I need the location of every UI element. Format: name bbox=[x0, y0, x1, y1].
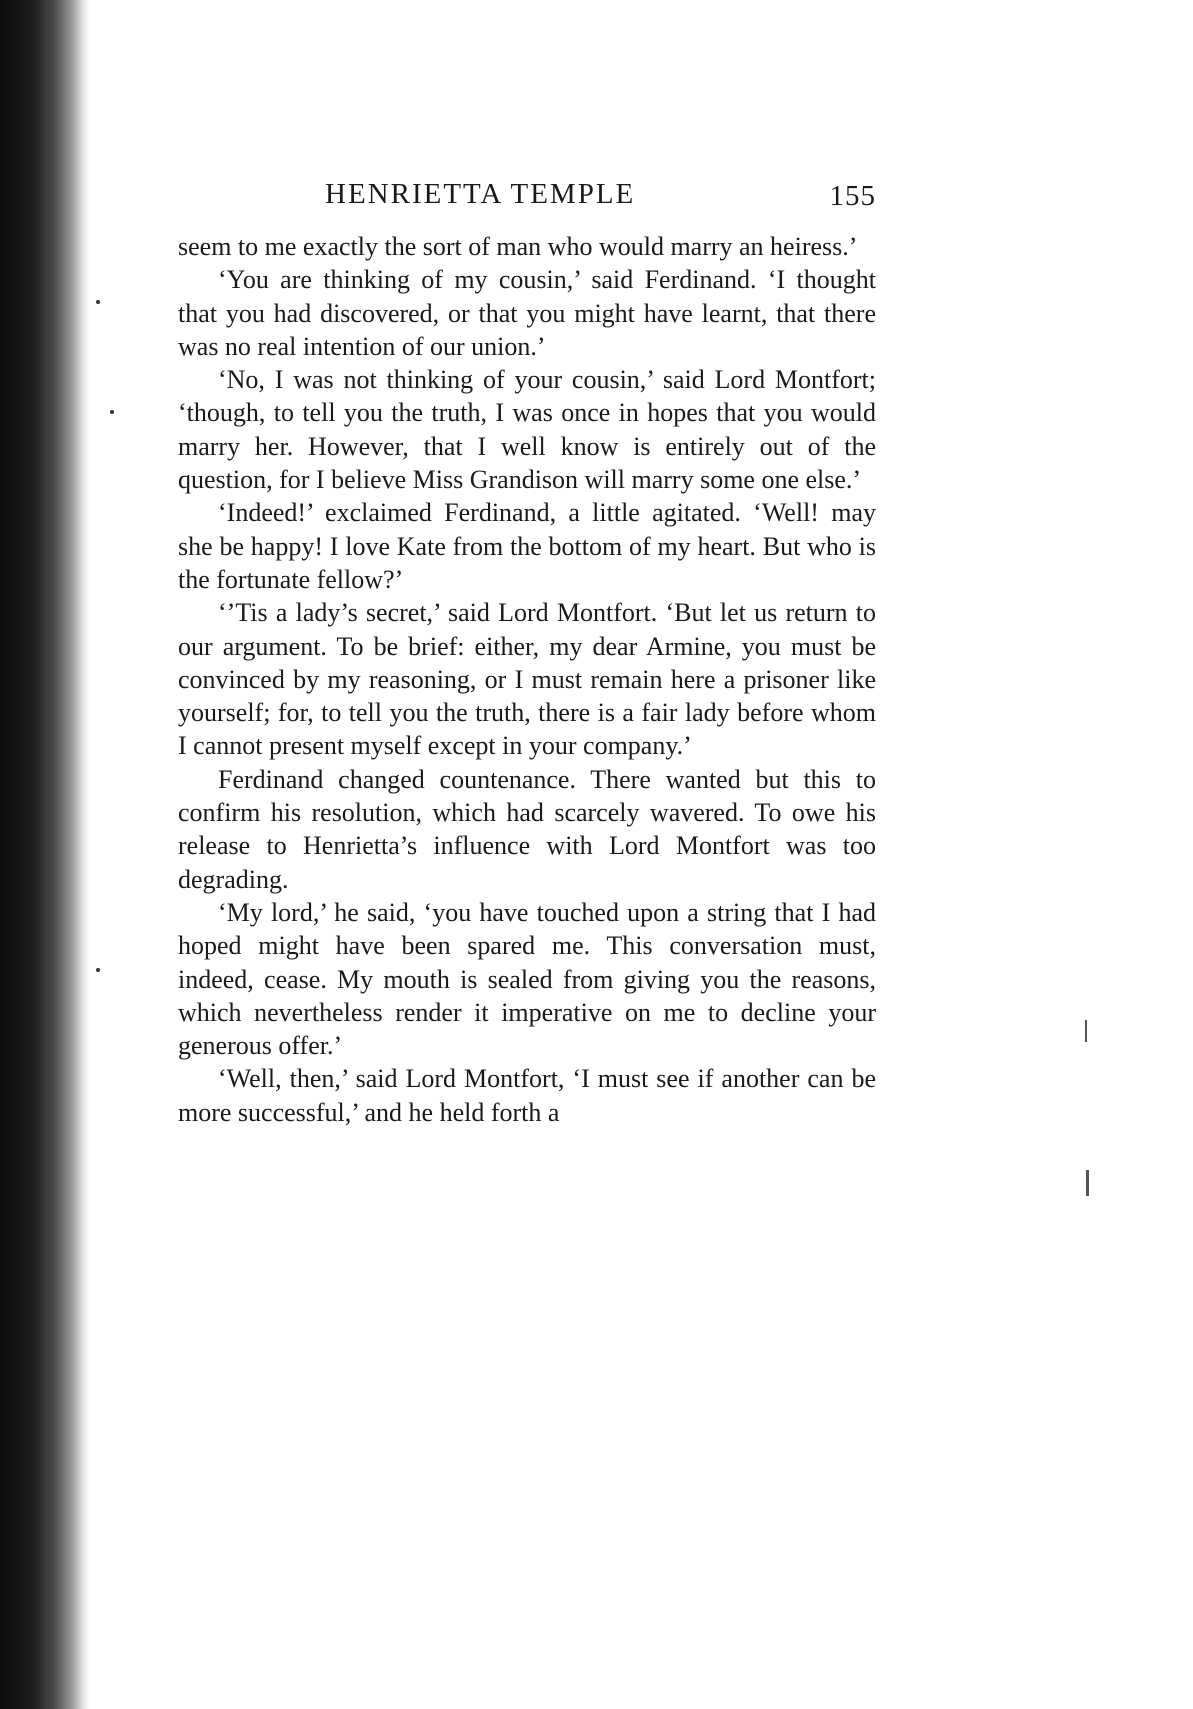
paragraph: ‘’Tis a lady’s secret,’ said Lord Montfort. ‘But let us return to our argument. To be brief: either, my dear Armine, you must be convinced by my reasoning, or I must remain here a prisoner like yourself; for, to tell you the truth, there is a fair lady before whom I cannot present myself except in your company.’ bbox=[178, 598, 876, 761]
running-header bbox=[178, 178, 876, 228]
paragraph: ‘Well, then,’ said Lord Montfort, ‘I must see if another can be more successful,’ and he held forth a bbox=[178, 1064, 876, 1127]
paragraph: ‘My lord,’ he said, ‘you have touched upon a string that I had hoped might have been spared me. This conversation must, indeed, cease. My mouth is sealed from giving you the reasons, which nevertheless render it imperative on me to decline your generous offer.’ bbox=[178, 897, 876, 1061]
paragraph: seem to me exactly the sort of man who would marry an heiress.’ bbox=[178, 232, 858, 261]
paragraph: Ferdinand changed countenance. There wanted but this to confirm his resolution, which had scarcely wavered. To owe his release to Henrietta’s influence with Lord Montfort was too degrading. bbox=[178, 764, 876, 894]
scan-speck bbox=[110, 410, 114, 414]
body-text bbox=[178, 230, 876, 1129]
scan-speck bbox=[96, 300, 100, 304]
scan-mark bbox=[1085, 1020, 1087, 1042]
scan-mark bbox=[1086, 1170, 1089, 1196]
scanned-gutter bbox=[0, 0, 90, 1709]
paragraph: ‘Indeed!’ exclaimed Ferdinand, a little agitated. ‘Well! may she be happy! I love Kate from the bottom of my heart. But who is the fortunate fellow?’ bbox=[178, 498, 876, 594]
page-number: 155 bbox=[829, 180, 876, 212]
book-page bbox=[178, 178, 876, 1129]
paragraph: ‘No, I was not thinking of your cousin,’ said Lord Montfort; ‘though, to tell you the truth, I was once in hopes that you would marry her. However, that I well know is entirely out of the question, for I believe Miss Grandison will marry some one else.’ bbox=[178, 365, 876, 495]
scan-speck bbox=[96, 968, 100, 972]
running-title: HENRIETTA TEMPLE bbox=[325, 178, 636, 210]
paragraph: ‘You are thinking of my cousin,’ said Ferdinand. ‘I thought that you had discovered, or that you might have learnt, that there was no real intention of our union.’ bbox=[178, 265, 876, 361]
